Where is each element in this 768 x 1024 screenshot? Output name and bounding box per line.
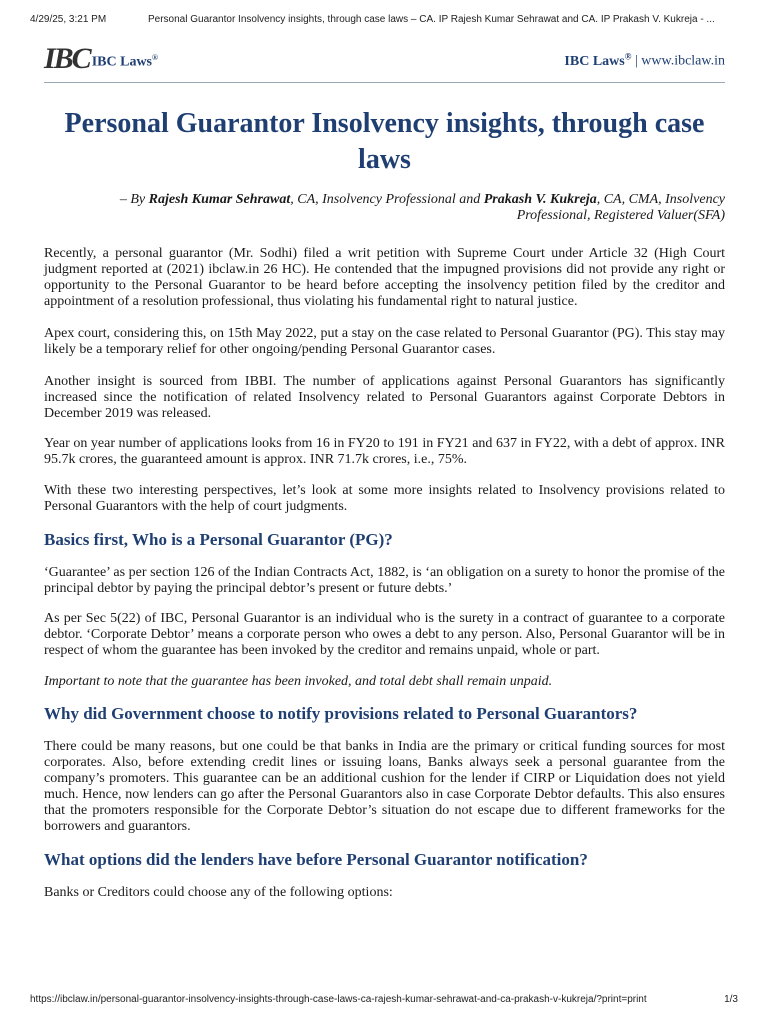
section-heading-basics: Basics first, Who is a Personal Guarantor (PG)? xyxy=(44,530,393,549)
author-1-role: , CA, Insolvency Professional and xyxy=(290,192,481,207)
intro-paragraph-4: Year on year number of applications looks from 16 in FY20 to 191 in FY21 and 637 in FY22, with a debt of approx. INR 95.7k crores, the guaranteed amount is approx. INR 71.7k crores, i.e., 75%. xyxy=(44,436,725,467)
article-byline xyxy=(44,192,725,224)
site-registered-mark: ® xyxy=(624,51,632,61)
author-2-role: , CA, CMA, Insolvency Professional, Registered Valuer(SFA) xyxy=(516,192,725,223)
logo-mark: IBC xyxy=(44,42,90,75)
intro-paragraph-1: Recently, a personal guarantor (Mr. Sodhi) filed a writ petition with Supreme Court under Article 32 (High Court judgment reported at (2021) ibclaw.in 26 HC). He contended that the impugned provisions did not provide any right or opportunity to the Personal Guarantor to be heard before accepting the insolvency petition filed by the creditor and appointment of a resolution professional, thus violating his fundamental right to natural justice. xyxy=(44,246,725,309)
print-url: https://ibclaw.in/personal-guarantor-insolvency-insights-through-case-laws-ca-rajesh-kumar-sehrawat-and-ca-prakash-v-kukreja/?print=print xyxy=(30,994,647,1005)
intro-paragraph-3: Another insight is sourced from IBBI. The number of applications against Personal Guarantors has significantly increased since the notification of related Insolvency related to Personal Guarantors against Corporate Debtors in December 2019 was released. xyxy=(44,374,725,421)
section-heading-why-notify: Why did Government choose to notify provisions related to Personal Guarantors? xyxy=(44,704,638,723)
page-number: 1/3 xyxy=(724,994,738,1005)
intro-paragraph-5: With these two interesting perspectives, let’s look at some more insights related to Insolvency provisions related to Personal Guarantors with the help of court judgments. xyxy=(44,483,725,514)
lender-options-paragraph: Banks or Creditors could choose any of the following options: xyxy=(44,885,393,900)
why-notify-paragraph: There could be many reasons, but one could be that banks in India are the primary or critical funding sources for most corporates. Also, before extending credit lines or issuing loans, Banks always seek a personal guarantee from the company’s promoters. This guarantee can be an additional cushion for the lender if CIRP or Liquidation does not yield much. Hence, now lenders can go after the Personal Guarantors also in case Corporate Debtor defaults. This also ensures that the promoters responsible for the Corporate Debtor’s situation do not escape due to different frameworks for the borrowers and guarantors. xyxy=(44,739,725,834)
author-1-name: Rajesh Kumar Sehrawat xyxy=(148,192,291,207)
site-separator: | xyxy=(634,53,638,69)
intro-paragraph-2: Apex court, considering this, on 15th May 2022, put a stay on the case related to Personal Guarantor (PG). This stay may likely be a temporary relief for other ongoing/pending Personal Guarantor cases. xyxy=(44,326,725,357)
author-2-name: Prakash V. Kukreja xyxy=(483,192,597,207)
site-name: IBC Laws xyxy=(564,53,625,69)
site-url[interactable]: www.ibclaw.in xyxy=(641,53,725,69)
print-doc-title: Personal Guarantor Insolvency insights, through case laws – CA. IP Rajesh Kumar Sehrawat and CA. IP Prakash V. Kukreja - ... xyxy=(148,14,715,25)
section-heading-lender-options: What options did the lenders have before Personal Guarantor notification? xyxy=(44,850,588,869)
byline-prefix: – By xyxy=(119,192,146,207)
important-note: Important to note that the guarantee has been invoked, and total debt shall remain unpaid. xyxy=(44,674,553,689)
logo-text xyxy=(92,53,158,71)
print-timestamp: 4/29/25, 3:21 PM xyxy=(30,14,107,25)
ibc-laws-logo[interactable] xyxy=(44,44,158,74)
site-link[interactable] xyxy=(564,51,725,70)
print-footer xyxy=(30,994,738,1005)
logo-registered-mark: ® xyxy=(152,53,158,63)
masthead xyxy=(44,38,725,83)
personal-guarantor-definition-paragraph: As per Sec 5(22) of IBC, Personal Guarantor is an individual who is the surety in a contract of guarantee to a corporate debtor. ‘Corporate Debtor’ means a corporate person who owes a debt to any person. Also, Personal Guarantor will be in respect of whom the guarantee has been invoked by the creditor and remains unpaid, whole or part. xyxy=(44,611,725,658)
article-page xyxy=(44,38,725,901)
print-header xyxy=(30,14,738,25)
guarantee-definition-paragraph: ‘Guarantee’ as per section 126 of the Indian Contracts Act, 1882, is ‘an obligation on a surety to honor the promise of the principal debtor by paying the principal debtor’s present or future debts.’ xyxy=(44,565,725,596)
logo-text-label: IBC Laws xyxy=(91,55,152,70)
article-title: Personal Guarantor Insolvency insights, through case laws xyxy=(64,108,705,175)
